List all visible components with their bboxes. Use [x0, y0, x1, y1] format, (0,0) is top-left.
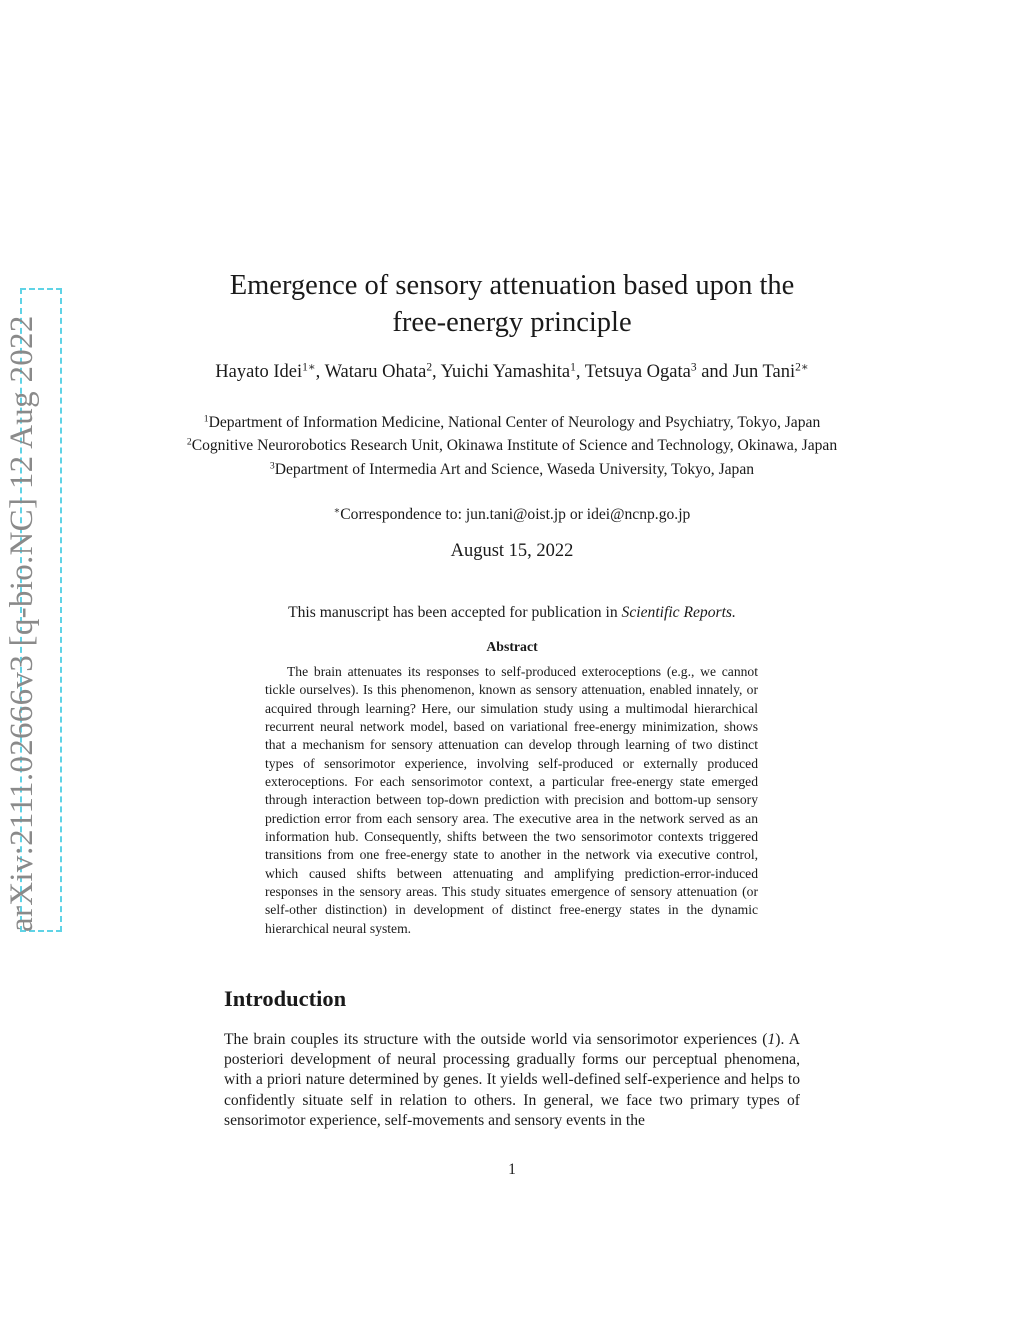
- paper-title-line-1: Emergence of sensory attenuation based upon the: [229, 270, 795, 301]
- affiliation-item: $^2$Cognitive Neurorobotics Research Unit, Okinawa Institute of Science and Technology, Okinawa, Japan: [186, 436, 838, 455]
- author-affiliation-mark: 2∗: [795, 361, 809, 374]
- section-heading-introduction: Introduction: [224, 986, 347, 1011]
- author-name: Yuichi Yamashita: [440, 362, 571, 382]
- citation-ref: 1: [767, 1031, 776, 1048]
- author-and: and: [696, 362, 733, 382]
- arxiv-stamp-label: arXiv:2111.02666v3 [q-bio.NC] 12 Aug 2022: [4, 315, 40, 932]
- paper-title: [160, 267, 864, 341]
- introduction-text: The brain couples its structure with the outside world via sensorimotor experiences (: [224, 1031, 768, 1048]
- author-name: Jun Tani: [732, 362, 796, 382]
- author-separator: ,: [575, 362, 585, 382]
- abstract-text: The brain attenuates its responses to self-produced exteroceptions (e.g., we cannot tickle ourselves). Is this phenomenon, known as sensory attenuation, enabled innately, or acquired through learning? Here, our simulation study using a multimodal hierarchical recurrent neural network model, based on variational free-energy minimization, shows that a mechanism for sensory attenuation can develop through learning of two distinct types of sensorimotor experience, involving self-produced or externally produced exteroceptions. For each sensorimotor context, a particular free-energy state emerged through interaction between top-down prediction with precision and bottom-up sensory prediction error from each sensory area. The executive area in the network served as an information hub. Consequently, shifts between the two sensorimotor contexts triggered transitions from one free-energy state to another in the network via executive control, which caused shifts between attenuating and amplifying prediction-error-induced responses in the sensory areas. This study situates emergence of sensory attenuation (or self-other distinction) in development of distinct free-energy states in the dynamic hierarchical neural system.: [265, 664, 758, 936]
- author-affiliation-mark: 1∗: [302, 361, 316, 374]
- paper-title-line-2: free-energy principle: [392, 307, 632, 338]
- author-separator: ,: [432, 362, 441, 382]
- affiliation-item: $^3$Department of Intermedia Art and Science, Waseda University, Tokyo, Japan: [269, 460, 755, 478]
- acceptance-note: [100, 604, 924, 622]
- author-affiliation-mark: 1: [570, 361, 576, 374]
- author-name: Tetsuya Ogata: [584, 362, 691, 382]
- journal-name: Scientific Reports.: [621, 604, 736, 621]
- page-number: 1: [508, 1161, 516, 1178]
- introduction-text: ). A posteriori development of neural processing gradually forms our perceptual phenomena, with a priori nature determined by genes. It yields well-defined self-experience and helps to confidently situate self in relation to others. In general, we face two primary types of sensorimotor experience, self-movements and sensory events in the: [224, 1031, 801, 1129]
- paper-date: August 15, 2022: [450, 541, 574, 561]
- author-affiliation-mark: 3: [690, 361, 697, 374]
- author-name: Wataru Ohata: [324, 362, 427, 382]
- affiliation-item: $^1$Department of Information Medicine, National Center of Neurology and Psychiatry, Tokyo, Japan: [203, 413, 821, 431]
- abstract-heading: Abstract: [486, 639, 538, 654]
- author-name: Hayato Idei: [215, 362, 303, 382]
- acceptance-prefix: This manuscript has been accepted for publication in: [288, 604, 622, 621]
- author-list: [110, 362, 914, 383]
- introduction-paragraph: [224, 1030, 800, 1131]
- affiliation-list: [100, 411, 924, 481]
- author-separator: ,: [315, 362, 325, 382]
- correspondence-line: [100, 506, 924, 524]
- correspondence-mark: ∗: [333, 505, 341, 517]
- correspondence-text: Correspondence to: jun.tani@oist.jp or idei@ncnp.go.jp: [340, 506, 691, 523]
- author-affiliation-mark: 2: [426, 361, 433, 374]
